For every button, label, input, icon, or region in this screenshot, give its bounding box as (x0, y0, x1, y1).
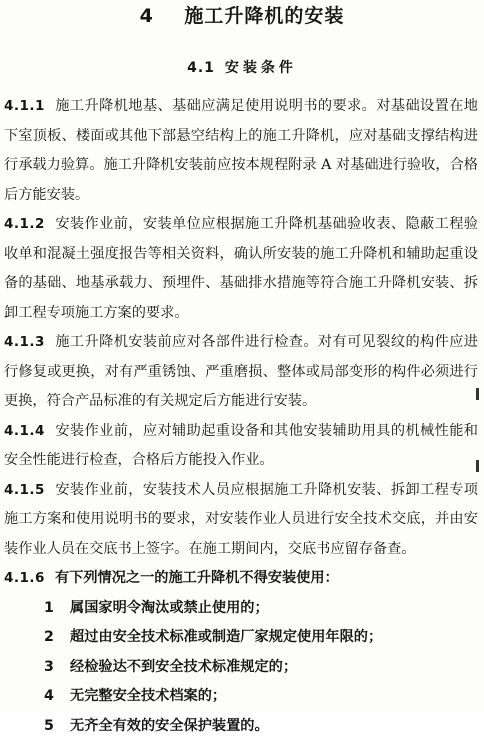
list-item (4, 682, 478, 712)
clause-text: 安装作业前，安装单位应根据施工升降机基础验收表、隐蔽工程验收单和混凝土强度报告等相关资料，确认所安装的施工升降机和辅助起重设备的基础、地基承载力、预埋件、基础排水措施等符合施工升降机安装、拆卸工程专项施工方案的要求。 (4, 216, 478, 321)
clause-text: 施工升降机安装前应对各部件进行检查。对有可见裂纹的构件应进行修复或更换，对有严重锈蚀、严重磨损、整体或局部变形的构件必须进行更换，符合产品标准的有关规定后方能进行安装。 (4, 334, 478, 409)
list-item-number: 3 (44, 653, 70, 683)
list-item-text: 属国家明令淘汰或禁止使用的； (70, 600, 269, 616)
clause-text: 施工升降机地基、基础应满足使用说明书的要求。对基础设置在地下室顶板、楼面或其他下部悬空结构上的施工升降机，应对基础支撑结构进行承载力验算。施工升降机安装前应按本规程附录 A 对基础进行验收，合格后方能安装。 (4, 98, 478, 203)
body-text (4, 92, 478, 741)
chapter-title (0, 2, 484, 30)
list-item-text: 无齐全有效的安全保护装置的。 (70, 718, 269, 734)
list-item-text: 经检验达不到安全技术标准规定的； (70, 659, 297, 675)
list-item (4, 623, 478, 653)
clause-4-1-5 (4, 476, 478, 565)
clause-text: 安装作业前，应对辅助起重设备和其他安装辅助用具的机械性能和安全性能进行检查，合格后方能投入作业。 (4, 423, 478, 469)
clause-number: 4.1.5 (4, 482, 45, 498)
section-number: 4.1 (187, 60, 215, 76)
scan-margin-mark (476, 460, 479, 472)
clause-4-1-3 (4, 328, 478, 417)
section-title-text: 安装条件 (225, 60, 297, 76)
scan-margin-mark (476, 388, 479, 400)
clause-text: 安装作业前，安装技术人员应根据施工升降机安装、拆卸工程专项施工方案和使用说明书的要求，对安装作业人员进行安全技术交底，并由安装作业人员在交底书上签字。在施工期间内，交底书应留存备查。 (4, 482, 478, 557)
chapter-number: 4 (140, 5, 154, 27)
list-item (4, 653, 478, 683)
section-title (0, 58, 484, 78)
list-item-number: 1 (44, 594, 70, 624)
clause-4-1-4 (4, 417, 478, 476)
list-item-number: 5 (44, 712, 70, 741)
list-item-text: 无完整安全技术档案的； (70, 688, 226, 704)
clause-number: 4.1.4 (4, 423, 45, 439)
list-item (4, 712, 478, 741)
clause-4-1-1 (4, 92, 478, 210)
clause-text: 有下列情况之一的施工升降机不得安装使用： (55, 570, 339, 586)
clause-number: 4.1.6 (4, 570, 45, 586)
list-item (4, 594, 478, 624)
list-item-number: 2 (44, 623, 70, 653)
list-item-number: 4 (44, 682, 70, 712)
list-item-text: 超过由安全技术标准或制造厂家规定使用年限的； (70, 629, 382, 645)
clause-4-1-2 (4, 210, 478, 328)
clause-number: 4.1.2 (4, 216, 45, 232)
clause-number: 4.1.3 (4, 334, 45, 350)
clause-4-1-6 (4, 564, 478, 594)
clause-number: 4.1.1 (4, 98, 45, 114)
chapter-title-text: 施工升降机的安装 (184, 5, 344, 27)
